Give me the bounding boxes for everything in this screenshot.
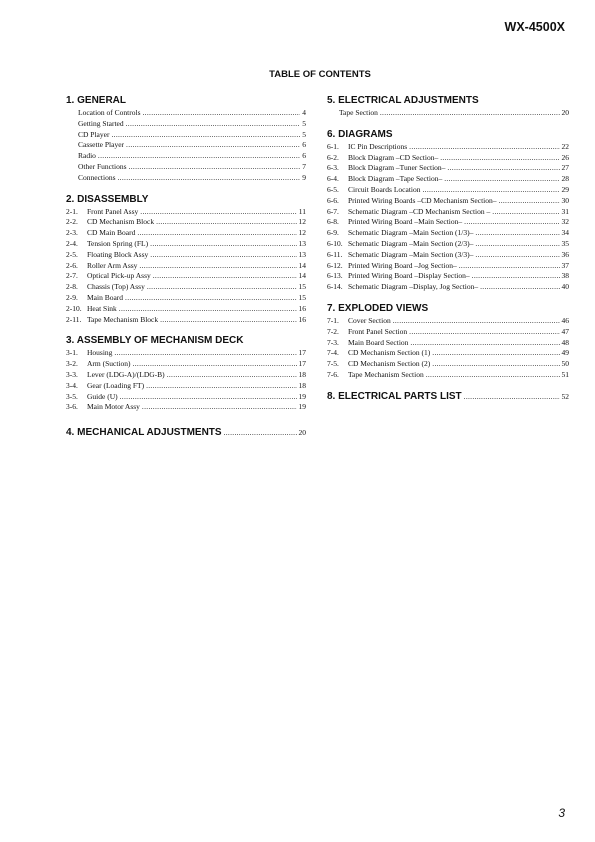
toc-entry[interactable] bbox=[66, 348, 306, 359]
entry-title: Cover Section bbox=[348, 315, 391, 325]
toc-entry[interactable] bbox=[66, 392, 306, 403]
toc-section bbox=[66, 194, 306, 326]
entry-title: Printed Wiring Board –Display Section– bbox=[348, 271, 470, 281]
entry-title: CD Main Board bbox=[87, 228, 136, 238]
leader-dots bbox=[464, 391, 560, 403]
leader-dots bbox=[380, 108, 560, 119]
leader-dots bbox=[432, 359, 559, 370]
entry-number: 6-7. bbox=[327, 206, 339, 216]
entry-number: 2-6. bbox=[66, 260, 78, 270]
toc-entry[interactable] bbox=[327, 348, 569, 359]
entry-number: 3-5. bbox=[66, 391, 78, 401]
leader-dots bbox=[224, 427, 297, 439]
page-ref: 4 bbox=[302, 108, 306, 117]
leader-dots bbox=[139, 261, 296, 272]
section-title: 8. ELECTRICAL PARTS LIST bbox=[327, 390, 462, 402]
entry-number: 6-11. bbox=[327, 249, 343, 259]
entry-title: CD Mechanism Section (2) bbox=[348, 359, 431, 369]
entry-number: 2-3. bbox=[66, 228, 78, 238]
leader-dots bbox=[480, 282, 559, 293]
toc-entry[interactable] bbox=[327, 250, 569, 261]
leader-dots bbox=[409, 327, 559, 338]
toc-entry[interactable] bbox=[327, 282, 569, 293]
page-ref: 13 bbox=[298, 249, 306, 259]
toc-entry[interactable] bbox=[66, 151, 306, 162]
entry-number: 7-2. bbox=[327, 326, 339, 336]
page-ref: 5 bbox=[302, 118, 306, 128]
entry-title: CD Mechanism Section (1) bbox=[348, 348, 431, 358]
entry-number: 7-5. bbox=[327, 359, 339, 369]
leader-dots bbox=[464, 217, 559, 228]
entry-number: 2-11. bbox=[66, 314, 82, 324]
toc-entry[interactable] bbox=[66, 239, 306, 250]
entry-title: CD Mechanism Block bbox=[87, 217, 155, 227]
entry-number: 7-1. bbox=[327, 315, 339, 325]
page-ref: 19 bbox=[298, 391, 306, 401]
leader-dots bbox=[167, 370, 297, 381]
toc-entry[interactable] bbox=[327, 228, 569, 239]
entry-title: Chassis (Top) Assy bbox=[87, 282, 145, 292]
entry-number: 6-9. bbox=[327, 228, 339, 238]
toc-entry[interactable] bbox=[327, 239, 569, 250]
toc-entry[interactable] bbox=[66, 130, 306, 141]
page-ref: 18 bbox=[298, 369, 306, 379]
toc-entry[interactable] bbox=[327, 359, 569, 370]
entry-title: Optical Pick-up Assy bbox=[87, 271, 151, 281]
toc-entry[interactable] bbox=[327, 108, 569, 119]
leader-dots bbox=[432, 348, 559, 359]
leader-dots bbox=[111, 130, 300, 141]
page-ref: 12 bbox=[298, 217, 306, 227]
entry-title: Arm (Suction) bbox=[87, 359, 131, 369]
page-ref: 29 bbox=[561, 184, 569, 194]
page-ref: 6 bbox=[302, 140, 306, 150]
leader-dots bbox=[492, 207, 559, 218]
page-ref: 6 bbox=[302, 151, 306, 161]
toc-section bbox=[66, 95, 306, 184]
model-number: WX-4500X bbox=[504, 20, 565, 34]
entry-number: 2-5. bbox=[66, 249, 78, 259]
page-ref: 20 bbox=[561, 108, 569, 117]
leader-dots bbox=[475, 228, 559, 239]
leader-dots bbox=[114, 348, 296, 359]
toc-entry[interactable] bbox=[66, 217, 306, 228]
toc-entry[interactable] bbox=[66, 140, 306, 151]
entry-number: 3-3. bbox=[66, 369, 78, 379]
entry-title: Housing bbox=[87, 348, 113, 358]
toc-section-electrical-parts-list[interactable] bbox=[327, 391, 569, 403]
entry-title: Block Diagram –CD Section– bbox=[348, 152, 439, 162]
toc-section-mechanical-adjustments[interactable] bbox=[66, 427, 306, 439]
toc-section bbox=[66, 335, 306, 413]
leader-dots bbox=[410, 338, 559, 349]
page-ref: 9 bbox=[302, 172, 306, 182]
entry-number: 6-3. bbox=[327, 163, 339, 173]
page-ref: 5 bbox=[302, 129, 306, 139]
page-ref: 16 bbox=[298, 314, 306, 324]
page-ref: 12 bbox=[298, 228, 306, 238]
entry-number: 6-8. bbox=[327, 217, 339, 227]
entry-title: Other Functions bbox=[78, 161, 127, 171]
entry-title: Block Diagram –Tape Section– bbox=[348, 174, 443, 184]
entry-number: 6-13. bbox=[327, 271, 343, 281]
entry-title: Tension Spring (FL) bbox=[87, 238, 149, 248]
page-number: 3 bbox=[558, 806, 565, 820]
entry-title: Schematic Diagram –Display, Jog Section– bbox=[348, 282, 479, 292]
leader-dots bbox=[156, 217, 296, 228]
toc-entry[interactable] bbox=[327, 142, 569, 153]
page-ref: 14 bbox=[298, 271, 306, 281]
toc-entry[interactable] bbox=[66, 304, 306, 315]
entry-title: Printed Wiring Board –Main Section– bbox=[348, 217, 463, 227]
section-title: 2. DISASSEMBLY bbox=[66, 193, 149, 205]
leader-dots bbox=[160, 315, 296, 326]
page-ref: 37 bbox=[561, 260, 569, 270]
entry-title: Tape Mechanism Block bbox=[87, 314, 159, 324]
entry-number: 6-1. bbox=[327, 141, 339, 151]
page-ref: 32 bbox=[561, 217, 569, 227]
entry-title: Main Motor Assy bbox=[87, 402, 140, 412]
page-ref: 36 bbox=[561, 249, 569, 259]
entry-title: Tape Section bbox=[339, 108, 378, 117]
leader-dots bbox=[142, 402, 297, 413]
toc-right-column bbox=[327, 95, 569, 404]
toc-entry[interactable] bbox=[327, 271, 569, 282]
entry-number: 7-3. bbox=[327, 337, 339, 347]
entry-title: CD Player bbox=[78, 129, 110, 139]
leader-dots bbox=[147, 282, 297, 293]
toc-entry[interactable] bbox=[66, 282, 306, 293]
leader-dots bbox=[472, 271, 560, 282]
leader-dots bbox=[475, 239, 559, 250]
entry-title: Block Diagram –Tuner Section– bbox=[348, 163, 446, 173]
entry-title: Schematic Diagram –Main Section (3/3)– bbox=[348, 249, 474, 259]
toc-section bbox=[327, 95, 569, 119]
entry-number: 2-7. bbox=[66, 271, 78, 281]
page-ref: 31 bbox=[561, 206, 569, 216]
entry-number: 2-8. bbox=[66, 282, 78, 292]
page-ref: 40 bbox=[561, 282, 569, 292]
toc-entry[interactable] bbox=[327, 316, 569, 327]
entry-title: Schematic Diagram –Main Section (2/3)– bbox=[348, 238, 474, 248]
entry-title: Schematic Diagram –Main Section (1/3)– bbox=[348, 228, 474, 238]
entry-number: 6-5. bbox=[327, 184, 339, 194]
page-ref: 50 bbox=[561, 359, 569, 369]
entry-title: Connections bbox=[78, 172, 116, 182]
toc-entry[interactable] bbox=[66, 108, 306, 119]
page-ref: 16 bbox=[298, 303, 306, 313]
leader-dots bbox=[409, 142, 559, 153]
section-title: 4. MECHANICAL ADJUSTMENTS bbox=[66, 427, 222, 439]
leader-dots bbox=[143, 108, 301, 119]
leader-dots bbox=[146, 381, 296, 392]
entry-title: Radio bbox=[78, 151, 96, 161]
section-title: 6. DIAGRAMS bbox=[327, 128, 393, 140]
section-title: 1. GENERAL bbox=[66, 95, 127, 106]
toc-entry[interactable] bbox=[327, 153, 569, 164]
toc-entry[interactable] bbox=[66, 381, 306, 392]
leader-dots bbox=[447, 163, 559, 174]
toc-title: TABLE OF CONTENTS bbox=[269, 69, 371, 80]
entry-number: 6-14. bbox=[327, 282, 343, 292]
page-ref: 26 bbox=[561, 152, 569, 162]
entry-title: Guide (U) bbox=[87, 391, 118, 401]
page-ref: 11 bbox=[298, 206, 306, 216]
entry-title: Gear (Loading FT) bbox=[87, 380, 145, 390]
page-ref: 19 bbox=[298, 402, 306, 412]
entry-title: Heat Sink bbox=[87, 303, 117, 313]
section-title: 5. ELECTRICAL ADJUSTMENTS bbox=[327, 95, 479, 106]
toc-section bbox=[327, 129, 569, 293]
toc-entry[interactable] bbox=[327, 163, 569, 174]
toc-entry[interactable] bbox=[66, 119, 306, 130]
toc-entry[interactable] bbox=[66, 162, 306, 173]
toc-entry[interactable] bbox=[327, 217, 569, 228]
entry-number: 6-2. bbox=[327, 152, 339, 162]
page-ref: 27 bbox=[561, 163, 569, 173]
page-ref: 13 bbox=[298, 238, 306, 248]
entry-number: 3-4. bbox=[66, 380, 78, 390]
toc-entry[interactable] bbox=[327, 338, 569, 349]
page-ref: 47 bbox=[561, 326, 569, 336]
entry-title: Roller Arm Assy bbox=[87, 260, 138, 270]
page-ref: 35 bbox=[561, 238, 569, 248]
page-ref: 48 bbox=[561, 337, 569, 347]
entry-title: Printed Wiring Boards –CD Mechanism Section– bbox=[348, 195, 497, 205]
toc-entry[interactable] bbox=[66, 173, 306, 184]
leader-dots bbox=[120, 392, 297, 403]
page-ref: 30 bbox=[561, 195, 569, 205]
entry-number: 2-9. bbox=[66, 292, 78, 302]
toc-section bbox=[327, 303, 569, 381]
leader-dots bbox=[126, 140, 300, 151]
entry-title: Front Panel Section bbox=[348, 326, 408, 336]
leader-dots bbox=[440, 153, 559, 164]
toc-entry[interactable] bbox=[66, 402, 306, 413]
entry-title: Front Panel Assy bbox=[87, 206, 139, 216]
page-ref: 17 bbox=[298, 348, 306, 358]
page-ref: 46 bbox=[561, 315, 569, 325]
leader-dots bbox=[125, 293, 296, 304]
entry-title: Floating Block Assy bbox=[87, 249, 149, 259]
entry-number: 6-4. bbox=[327, 174, 339, 184]
toc-entry[interactable] bbox=[66, 271, 306, 282]
page-ref: 20 bbox=[298, 428, 306, 438]
toc-entry[interactable] bbox=[66, 370, 306, 381]
entry-number: 6-6. bbox=[327, 195, 339, 205]
toc-entry[interactable] bbox=[327, 327, 569, 338]
entry-number: 2-1. bbox=[66, 206, 78, 216]
entry-title: Tape Mechanism Section bbox=[348, 369, 424, 379]
entry-title: IC Pin Descriptions bbox=[348, 141, 408, 151]
toc-entry[interactable] bbox=[66, 315, 306, 326]
entry-title: Lever (LDG-A)/(LDG-B) bbox=[87, 369, 165, 379]
page-ref: 17 bbox=[298, 359, 306, 369]
page-ref: 14 bbox=[298, 260, 306, 270]
leader-dots bbox=[150, 250, 296, 261]
leader-dots bbox=[129, 162, 301, 173]
page-ref: 7 bbox=[302, 161, 306, 171]
leader-dots bbox=[118, 173, 301, 184]
leader-dots bbox=[153, 271, 297, 282]
page-ref: 52 bbox=[561, 391, 569, 401]
entry-number: 6-12. bbox=[327, 260, 343, 270]
page-ref: 38 bbox=[561, 271, 569, 281]
leader-dots bbox=[393, 316, 560, 327]
entry-title: Schematic Diagram –CD Mechanism Section – bbox=[348, 206, 491, 216]
entry-number: 2-10. bbox=[66, 303, 82, 313]
toc-entry[interactable] bbox=[327, 207, 569, 218]
toc-entry[interactable] bbox=[327, 261, 569, 272]
toc-entry[interactable] bbox=[327, 370, 569, 381]
leader-dots bbox=[126, 119, 301, 130]
toc-entry[interactable] bbox=[66, 293, 306, 304]
entry-number: 3-2. bbox=[66, 359, 78, 369]
entry-title: Getting Started bbox=[78, 118, 124, 128]
leader-dots bbox=[140, 207, 297, 218]
entry-title: Location of Controls bbox=[78, 108, 141, 117]
toc-entry[interactable] bbox=[66, 207, 306, 218]
leader-dots bbox=[422, 185, 559, 196]
leader-dots bbox=[475, 250, 559, 261]
leader-dots bbox=[98, 151, 300, 162]
section-title: 7. EXPLODED VIEWS bbox=[327, 302, 429, 314]
entry-title: Printed Wiring Board –Jog Section– bbox=[348, 260, 457, 270]
toc-left-column bbox=[66, 95, 306, 440]
toc-entry[interactable] bbox=[66, 228, 306, 239]
entry-title: Cassette Player bbox=[78, 140, 125, 150]
leader-dots bbox=[119, 304, 297, 315]
page-ref: 51 bbox=[561, 369, 569, 379]
leader-dots bbox=[499, 196, 560, 207]
toc-entry[interactable] bbox=[327, 185, 569, 196]
leader-dots bbox=[137, 228, 296, 239]
entry-number: 2-2. bbox=[66, 217, 78, 227]
section-title: 3. ASSEMBLY OF MECHANISM DECK bbox=[66, 335, 244, 347]
toc-entry[interactable] bbox=[327, 174, 569, 185]
toc-entry[interactable] bbox=[66, 261, 306, 272]
leader-dots bbox=[426, 370, 560, 381]
page-ref: 15 bbox=[298, 292, 306, 302]
toc-entry[interactable] bbox=[327, 196, 569, 207]
leader-dots bbox=[150, 239, 296, 250]
leader-dots bbox=[133, 359, 297, 370]
entry-title: Main Board Section bbox=[348, 337, 409, 347]
toc-entry[interactable] bbox=[66, 250, 306, 261]
entry-title: Main Board bbox=[87, 292, 124, 302]
leader-dots bbox=[444, 174, 559, 185]
page-ref: 15 bbox=[298, 282, 306, 292]
page-ref: 28 bbox=[561, 174, 569, 184]
page-ref: 34 bbox=[561, 228, 569, 238]
page-ref: 49 bbox=[561, 348, 569, 358]
entry-number: 3-6. bbox=[66, 402, 78, 412]
page-ref: 18 bbox=[298, 380, 306, 390]
entry-number: 7-4. bbox=[327, 348, 339, 358]
entry-title: Circuit Boards Location bbox=[348, 184, 421, 194]
entry-number: 7-6. bbox=[327, 369, 339, 379]
entry-number: 2-4. bbox=[66, 238, 78, 248]
page-ref: 22 bbox=[561, 141, 569, 151]
leader-dots bbox=[459, 261, 560, 272]
entry-number: 6-10. bbox=[327, 238, 343, 248]
toc-entry[interactable] bbox=[66, 359, 306, 370]
entry-number: 3-1. bbox=[66, 348, 78, 358]
